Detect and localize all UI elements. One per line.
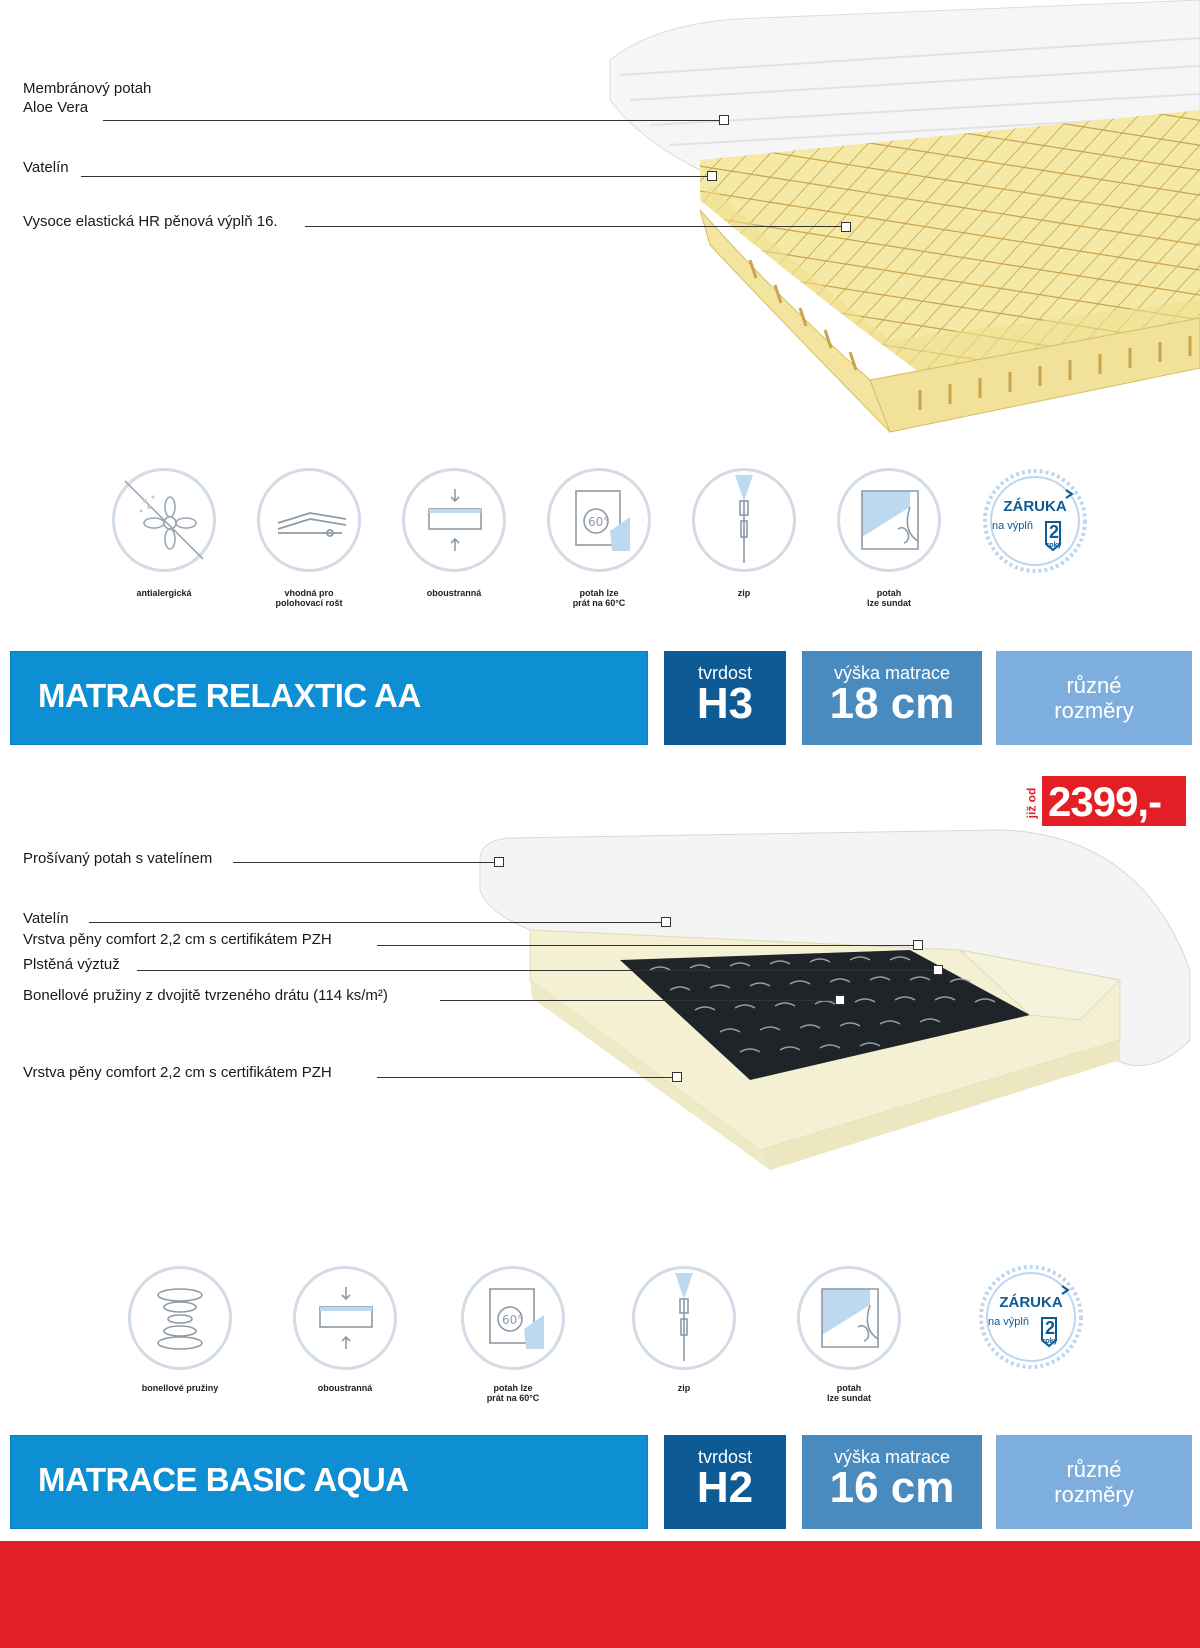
- product-title: MATRACE RELAXTIC AA: [38, 677, 421, 714]
- removable-cover-icon: [837, 468, 941, 572]
- sizes-box: [996, 651, 1192, 745]
- feature-label: oboustranná: [426, 588, 482, 598]
- warranty-years-unit: roky: [1046, 542, 1062, 549]
- callout-wadding-leader: [89, 922, 665, 923]
- product-title-bar: [10, 651, 648, 745]
- feature-label: vhodná pro polohovací rošt: [275, 588, 343, 608]
- callout-bonnell-springs: Bonellové pružiny z dvojitě tvrzeného drátu (114 ks/m²): [23, 987, 388, 1004]
- height-label: výška matrace: [833, 663, 951, 683]
- firmness-box: [664, 1435, 786, 1529]
- price-badge: [1022, 776, 1186, 826]
- warranty-title: ZÁRUKA: [999, 1294, 1063, 1311]
- firmness-box: [664, 651, 786, 745]
- firmness-label: tvrdost: [697, 663, 753, 683]
- callout-wadding-leader: [81, 176, 711, 177]
- feature-label: oboustranná: [317, 1383, 373, 1393]
- height-value: 18 cm: [829, 679, 955, 728]
- warranty-years: 2: [1044, 1318, 1055, 1338]
- mattress-foam-illustration: [600, 0, 1200, 440]
- sizes-line: různé: [1066, 673, 1122, 698]
- double-sided-icon: [402, 468, 506, 572]
- sizes-line: různé: [1066, 1457, 1122, 1482]
- feature-label: potah lze sundat: [826, 1383, 871, 1403]
- callout-felt-leader: [137, 970, 937, 971]
- callout-cover-marker: [719, 115, 729, 125]
- firmness-value: H2: [696, 1463, 754, 1512]
- removable-cover-icon: [797, 1266, 901, 1370]
- firmness-label: tvrdost: [697, 1447, 753, 1467]
- svg-text:60°: 60°: [588, 515, 610, 529]
- callout-felt-marker: [933, 965, 943, 975]
- washable-60-icon: [461, 1266, 565, 1370]
- feature-label: potah lze prát na 60°C: [486, 1383, 540, 1403]
- feature-label: zip: [677, 1383, 691, 1393]
- warranty-years-unit: roky: [1042, 1338, 1058, 1345]
- callout-wadding-marker: [707, 171, 717, 181]
- zip-icon: [632, 1266, 736, 1370]
- callout-bonnell-springs-leader: [440, 1000, 840, 1001]
- price-prefix: již od: [1024, 787, 1039, 819]
- adjustable-bed-icon: [257, 468, 361, 572]
- callout-foam-leader: [305, 226, 845, 227]
- price-value: 2399,-: [1048, 778, 1162, 825]
- height-box: [802, 1435, 982, 1529]
- warranty-badge: [976, 1262, 1086, 1372]
- callout-quilted-cover-marker: [494, 857, 504, 867]
- product-title: MATRACE BASIC AQUA: [38, 1461, 409, 1498]
- callout-wadding: Vatelín: [23, 910, 69, 927]
- callout-quilted-cover-leader: [233, 862, 498, 863]
- antiallergic-flower-icon: [112, 468, 216, 572]
- feature-label: potah lze prát na 60°C: [572, 588, 626, 608]
- bonnell-spring-icon: [128, 1266, 232, 1370]
- washable-60-icon: [547, 468, 651, 572]
- callout-quilted-cover: Prošívaný potah s vatelínem: [23, 850, 213, 867]
- callout-comfort-foam-top-leader: [377, 945, 917, 946]
- mattress-spring-illustration: [440, 820, 1200, 1220]
- callout-comfort-foam-top-marker: [913, 940, 923, 950]
- warranty-text: na výplň: [992, 520, 1033, 532]
- height-value: 16 cm: [829, 1463, 955, 1512]
- warranty-badge: [980, 466, 1090, 576]
- firmness-value: H3: [696, 679, 754, 728]
- feature-label: antialergická: [136, 588, 192, 598]
- callout-comfort-foam-bottom: Vrstva pěny comfort 2,2 cm s certifikátem PZH: [23, 1064, 332, 1081]
- height-box: [802, 651, 982, 745]
- sizes-box: [996, 1435, 1192, 1529]
- sizes-line: rozměry: [1054, 698, 1134, 723]
- warranty-text: na výplň: [988, 1316, 1029, 1328]
- footer-band: [0, 1541, 1200, 1648]
- double-sided-icon: [293, 1266, 397, 1370]
- callout-felt: Plstěná výztuž: [23, 956, 120, 973]
- callout-foam: Vysoce elastická HR pěnová výplň 16.: [23, 213, 278, 230]
- callout-comfort-foam-bottom-marker: [672, 1072, 682, 1082]
- feature-label: potah lze sundat: [866, 588, 911, 608]
- callout-cover-label: Membránový potah Aloe Vera: [23, 80, 152, 116]
- svg-text:60°: 60°: [502, 1313, 524, 1327]
- callout-foam-marker: [841, 222, 851, 232]
- warranty-years: 2: [1048, 522, 1059, 542]
- callout-cover-leader: [103, 120, 723, 121]
- callout-wadding-marker: [661, 917, 671, 927]
- callout-comfort-foam-bottom-leader: [377, 1077, 677, 1078]
- callout-comfort-foam-top: Vrstva pěny comfort 2,2 cm s certifikátem PZH: [23, 931, 332, 948]
- product-title-bar: [10, 1435, 648, 1529]
- callout-bonnell-springs-marker: [835, 995, 845, 1005]
- height-label: výška matrace: [833, 1447, 951, 1467]
- warranty-title: ZÁRUKA: [1003, 498, 1067, 515]
- sizes-line: rozměry: [1054, 1482, 1134, 1507]
- callout-wadding: Vatelín: [23, 159, 69, 176]
- zip-icon: [692, 468, 796, 572]
- feature-label: bonellové pružiny: [141, 1383, 219, 1393]
- feature-label: zip: [737, 588, 751, 598]
